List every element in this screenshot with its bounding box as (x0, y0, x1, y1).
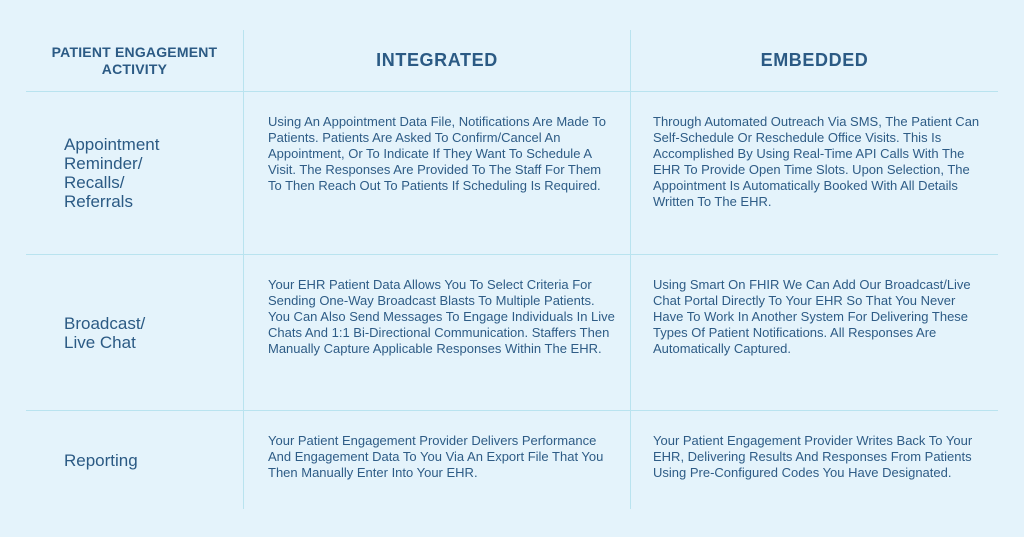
embedded-cell: Your Patient Engagement Provider Writes Back To Your EHR, Delivering Results And Responses From Patients Using Pre-Configured Codes You Have Designated. (630, 411, 998, 509)
activity-label: Broadcast/ Live Chat (64, 313, 146, 352)
activity-cell (26, 255, 243, 410)
table-row (26, 411, 998, 509)
activity-label: Appointment Reminder/ Recalls/ Referrals (64, 135, 160, 211)
activity-label: Reporting (64, 450, 138, 470)
comparison-table (26, 30, 998, 509)
table-header-row (26, 30, 998, 92)
table-row (26, 255, 998, 411)
embedded-cell: Through Automated Outreach Via SMS, The Patient Can Self-Schedule Or Reschedule Office Visits. This Is Accomplished By Using Real-Time API Calls With The EHR To Provide Open Time Slots. Upon Selection, The Appointment Is Automatically Booked With All Details Written To The EHR. (630, 92, 998, 254)
integrated-cell: Using An Appointment Data File, Notifications Are Made To Patients. Patients Are Asked To Confirm/Cancel An Appointment, Or To Indicate If They Want To Schedule A Visit. The Responses Are Provided To The Staff For Them To Then Reach Out To Patients If Scheduling Is Required. (243, 92, 630, 254)
activity-cell (26, 411, 243, 509)
integrated-cell: Your EHR Patient Data Allows You To Select Criteria For Sending One-Way Broadcast Blasts To Multiple Patients. You Can Also Send Messages To Engage Individuals In Live Chats And 1:1 Bi-Directional Communication. Staffers Then Manually Capture Applicable Responses Within The EHR. (243, 255, 630, 410)
header-embedded: EMBEDDED (630, 30, 998, 91)
activity-cell (26, 92, 243, 254)
header-activity: PATIENT ENGAGEMENT ACTIVITY (51, 43, 218, 77)
table-row (26, 92, 998, 255)
header-integrated: INTEGRATED (243, 30, 630, 91)
integrated-cell: Your Patient Engagement Provider Delivers Performance And Engagement Data To You Via An Export File That You Then Manually Enter Into Your EHR. (243, 411, 630, 509)
embedded-cell: Using Smart On FHIR We Can Add Our Broadcast/Live Chat Portal Directly To Your EHR So That You Never Have To Work In Another System For Delivering These Types Of Patient Notifications. All Responses Are Automatically Captured. (630, 255, 998, 410)
